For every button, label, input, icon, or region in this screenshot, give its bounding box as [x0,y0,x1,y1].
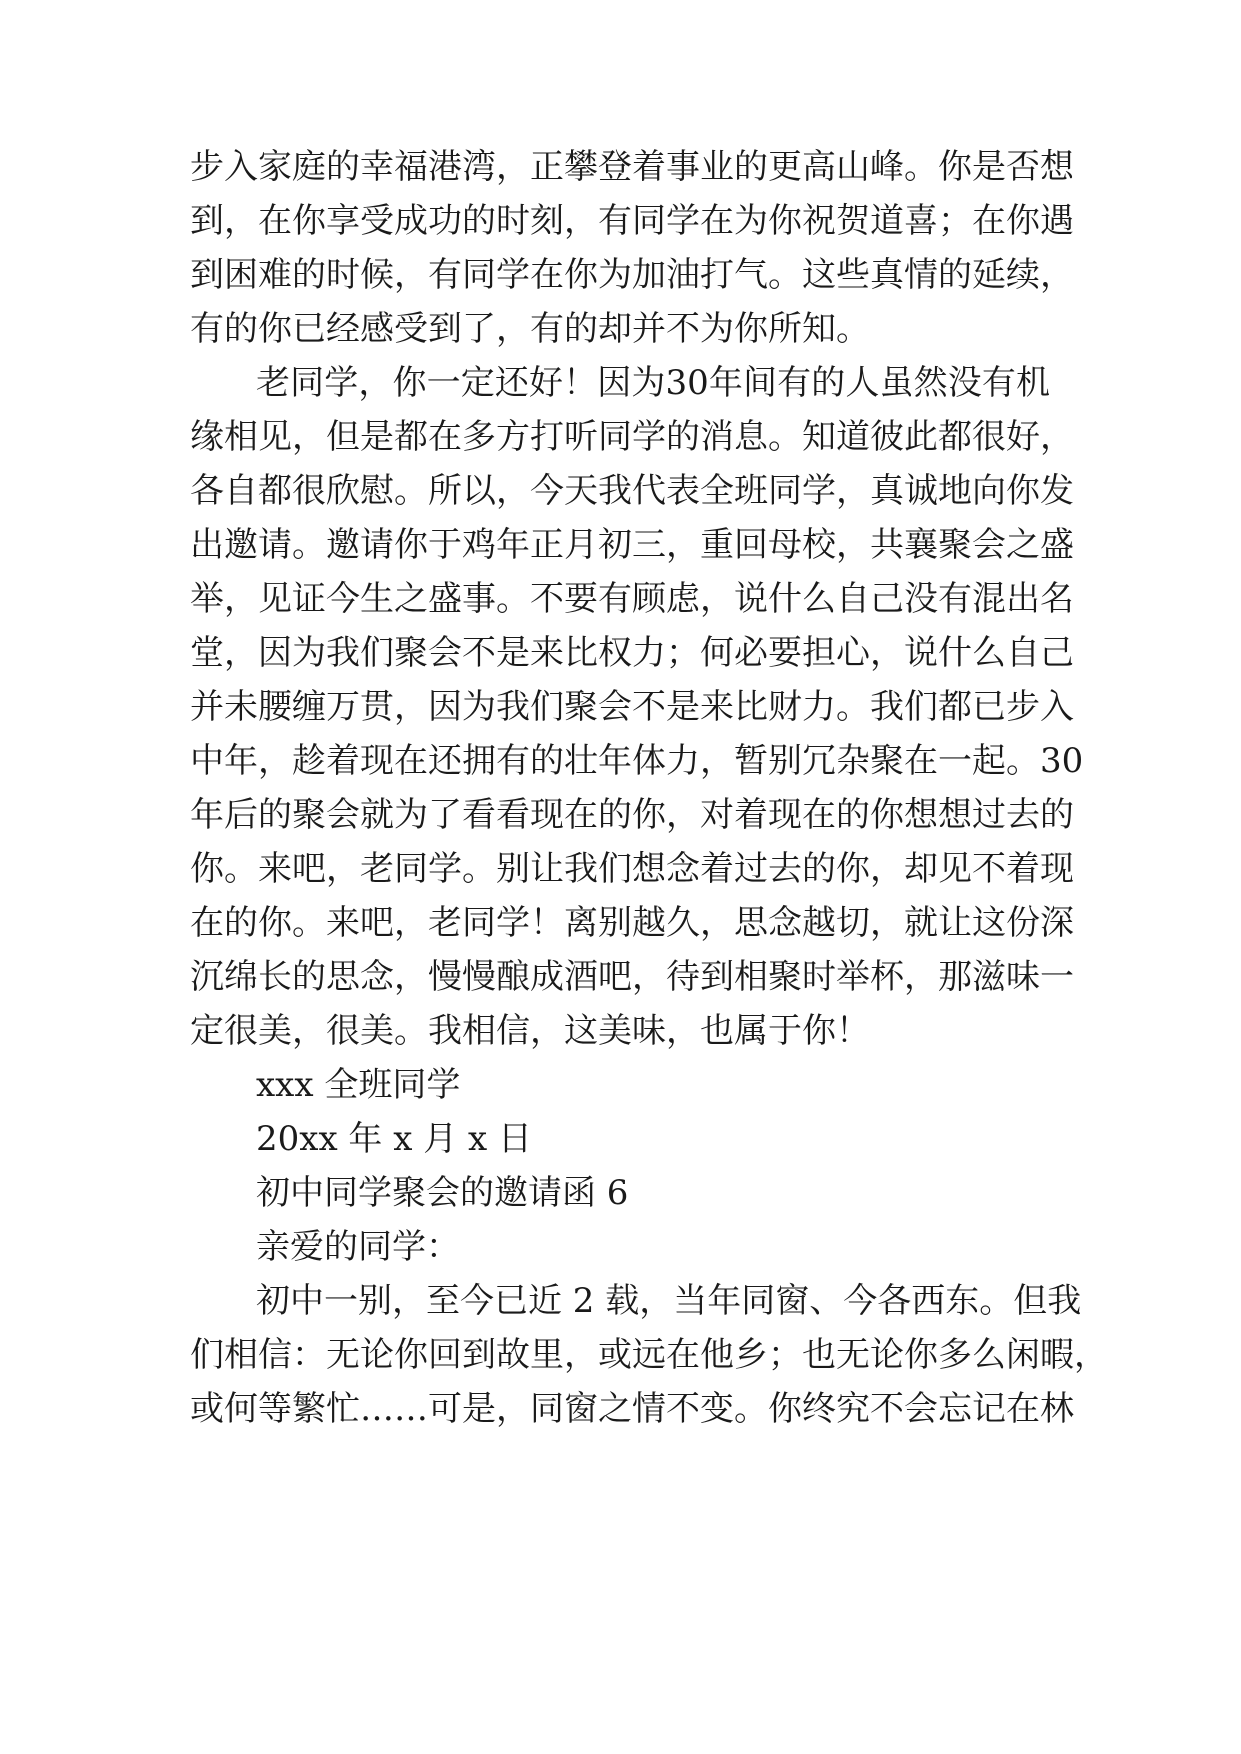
body-text-line: 年后的聚会就为了看看现在的你，对着现在的你想想过去的 [190,795,1074,835]
body-text-line: 有的你已经感受到了，有的却并不为你所知。 [190,309,870,349]
body-text-line: 各自都很欣慰。所以，今天我代表全班同学，真诚地向你发 [190,471,1074,511]
body-text-line: 举，见证今生之盛事。不要有顾虑，说什么自己没有混出名 [190,579,1074,619]
body-text-line: 堂，因为我们聚会不是来比权力；何必要担心，说什么自己 [190,633,1074,673]
body-text-line: 沉绵长的思念，慢慢酿成酒吧，待到相聚时举杯，那滋味一 [190,957,1074,997]
body-text-line: 到困难的时候，有同学在你为加油打气。这些真情的延续， [190,255,1074,295]
body-text-line: 到，在你享受成功的时刻，有同学在为你祝贺道喜；在你遇 [190,201,1074,241]
body-text-line: 步入家庭的幸福港湾，正攀登着事业的更高山峰。你是否想 [190,147,1074,187]
body-text-line: 你。来吧，老同学。别让我们想念着过去的你，却见不着现 [190,849,1074,889]
salutation: 亲爱的同学： [256,1227,460,1267]
date-line: 20xx 年 x 月 x 日 [256,1119,533,1159]
body-text-line: 在的你。来吧，老同学！离别越久，思念越切，就让这份深 [190,903,1074,943]
body-text-line: 定很美，很美。我相信，这美味，也属于你！ [190,1011,870,1051]
body-text-line: 或何等繁忙……可是，同窗之情不变。你终究不会忘记在林 [190,1389,1074,1429]
body-text-line: 老同学，你一定还好！因为30年间有的人虽然没有机 [256,363,1050,403]
body-text-line: 出邀请。邀请你于鸡年正月初三，重回母校，共襄聚会之盛 [190,525,1074,565]
body-text-line: 初中一别，至今已近 2 载，当年同窗、今各西东。但我 [256,1281,1082,1321]
section-heading: 初中同学聚会的邀请函 6 [256,1173,629,1213]
signature-line: xxx 全班同学 [256,1065,461,1105]
body-text-line: 中年，趁着现在还拥有的壮年体力，暂别冗杂聚在一起。30 [190,741,1084,781]
body-text-line: 并未腰缠万贯，因为我们聚会不是来比财力。我们都已步入 [190,687,1074,727]
body-text-line: 缘相见，但是都在多方打听同学的消息。知道彼此都很好， [190,417,1074,457]
body-text-line: 们相信：无论你回到故里，或远在他乡；也无论你多么闲暇， [190,1335,1108,1375]
